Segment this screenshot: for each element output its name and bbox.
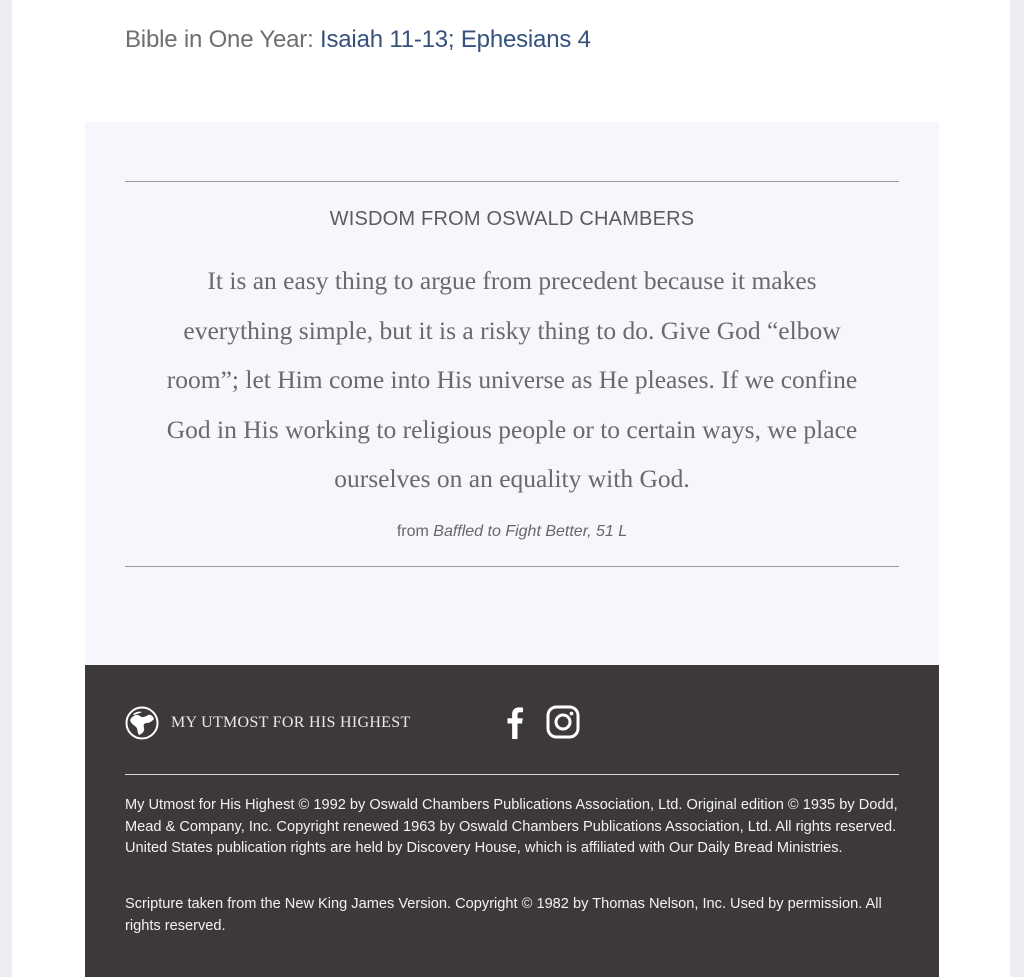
scripture-copyright: Scripture taken from the New King James Version. Copyright © 1982 by Thomas Nelson, Inc. Used by permission. All rights reserved. [125, 896, 882, 934]
bible-reading-label: Bible in One Year: [125, 26, 321, 53]
brand-link[interactable] [125, 706, 411, 740]
wisdom-heading: WISDOM FROM OSWALD CHAMBERS [329, 208, 695, 230]
instagram-icon [546, 705, 580, 739]
wisdom-section [85, 122, 939, 665]
instagram-link[interactable] [546, 705, 580, 739]
source-title: Baffled to Fight Better, 51 L [433, 523, 628, 540]
bible-reading-link[interactable]: Isaiah 11-13; Ephesians 4 [320, 26, 591, 53]
brand-name: MY UTMOST FOR HIS HIGHEST [171, 714, 411, 731]
copyright-text: My Utmost for His Highest © 1992 by Oswald Chambers Publications Association, Ltd. Original edition © 1935 by Dodd, Mead & Company, Inc. Copyright renewed 1963 by Oswald Chambers Publications Association, Ltd. All rights reserved. United States publication rights are held by Discovery House, which is affiliated with Our Daily Bread Ministries. [125, 797, 898, 856]
divider-bottom [125, 566, 899, 567]
facebook-link[interactable] [503, 705, 525, 739]
facebook-icon [503, 705, 525, 739]
globe-logo-icon [125, 706, 159, 740]
bible-in-one-year [125, 26, 591, 54]
page [12, 0, 1010, 977]
source-prefix: from [396, 523, 434, 540]
quote-source [85, 523, 939, 541]
wisdom-quote: It is an easy thing to argue from precedent because it makes everything simple, but it is a risky thing to do. Give God “elbow room”; let Him come into His universe as He pleases. If we confine God in His working to religious people or to certain ways, we place ourselves on an equality with God. [166, 266, 858, 493]
footer-divider [125, 774, 899, 775]
divider-top [125, 181, 899, 182]
footer [85, 665, 939, 977]
